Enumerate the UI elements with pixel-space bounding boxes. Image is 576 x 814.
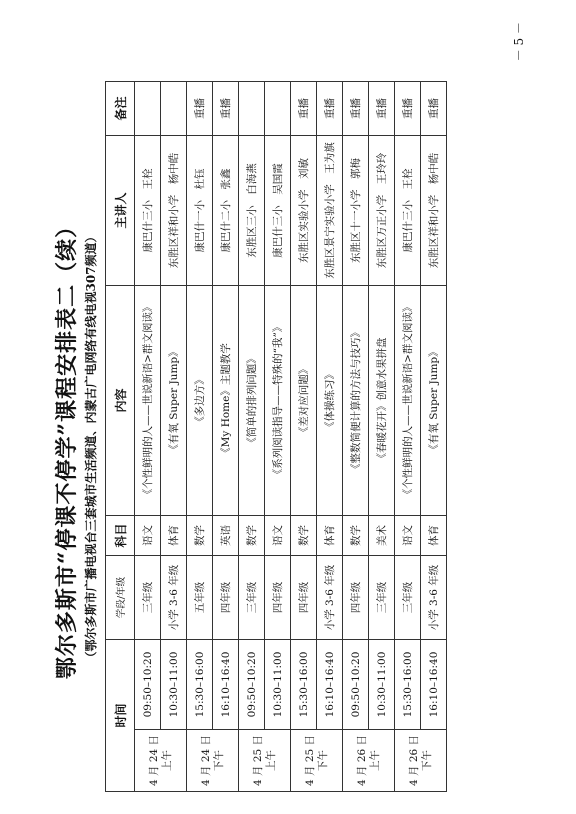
subject-cell: 语文 (395, 515, 421, 555)
time-cell: 15:30–16:00 (187, 639, 213, 729)
time-cell: 10:30–11:00 (265, 639, 291, 729)
header-content: 内容 (106, 285, 135, 515)
period-text: 上午 (160, 750, 173, 771)
content-cell: 《整数简便计算的方法与技巧》 (343, 285, 369, 515)
header-grade: 学段/年级 (106, 555, 135, 639)
note-cell: 重播 (343, 81, 369, 135)
content-cell: 《春暖花开》创意水果拼盘 (369, 285, 395, 515)
date-text: 4 月 26 日 (355, 734, 368, 787)
subject-cell: 美术 (369, 515, 395, 555)
header-note: 备注 (106, 81, 135, 135)
date-cell (395, 730, 447, 792)
speaker-cell: 东胜区十一小学 郭梅 (343, 135, 369, 285)
note-cell (135, 81, 161, 135)
date-cell (291, 730, 343, 792)
content-cell: 《体操练习》 (317, 285, 343, 515)
speaker-cell: 东胜区景宁实验小学 王为旗 (317, 135, 343, 285)
grade-cell: 四年级 (213, 555, 239, 639)
document-title: 鄂尔多斯市“停课不停学”课程安排表二（续） (54, 214, 80, 680)
date-text: 4 月 26 日 (407, 734, 420, 787)
grade-cell: 四年级 (265, 555, 291, 639)
period-text: 上午 (368, 750, 381, 771)
content-cell: 《差对应问题》 (291, 285, 317, 515)
period-text: 下午 (420, 750, 433, 771)
subject-cell: 数学 (239, 515, 265, 555)
grade-cell: 三年级 (369, 555, 395, 639)
document-subtitle: （鄂尔多斯市广播电视台三套城市生活频道、内蒙古广电网络有线电视307频道） (84, 230, 98, 664)
table-row (135, 81, 161, 791)
schedule-table (105, 81, 447, 792)
time-cell: 09:50–10:20 (343, 639, 369, 729)
rotated-page (50, 22, 570, 792)
speaker-cell: 康巴什三小 王栓 (395, 135, 421, 285)
note-cell: 重播 (187, 81, 213, 135)
note-cell: 重播 (421, 81, 447, 135)
table-row (187, 81, 213, 791)
date-cell (239, 730, 291, 792)
grade-cell: 四年级 (343, 555, 369, 639)
time-cell: 09:50–10:20 (239, 639, 265, 729)
content-cell: 《个性鲜明的人——世说新语>群文阅读》 (395, 285, 421, 515)
table-row (239, 81, 265, 791)
period-text: 下午 (212, 750, 225, 771)
note-cell (161, 81, 187, 135)
grade-cell: 小学 3-6 年级 (161, 555, 187, 639)
note-cell: 重播 (291, 81, 317, 135)
time-cell: 16:10–16:40 (213, 639, 239, 729)
header-subject: 科目 (106, 515, 135, 555)
date-text: 4 月 24 日 (147, 734, 160, 787)
speaker-cell: 康巴什三小 吴国霞 (265, 135, 291, 285)
speaker-cell: 东胜区实验小学 刘敏 (291, 135, 317, 285)
content-cell: 《个性鲜明的人——世说新语>群文阅读》 (135, 285, 161, 515)
speaker-cell: 康巴什二小 张鑫 (213, 135, 239, 285)
subject-cell: 数学 (343, 515, 369, 555)
note-cell: 重播 (395, 81, 421, 135)
content-cell: 《有氧 Super Jump》 (161, 285, 187, 515)
time-cell: 16:10–16:40 (421, 639, 447, 729)
date-text: 4 月 24 日 (199, 734, 212, 787)
note-cell (239, 81, 265, 135)
table-row (343, 81, 369, 791)
page-number: － 5 － (512, 22, 526, 62)
time-cell: 10:30–11:00 (161, 639, 187, 729)
table-row (265, 81, 291, 791)
note-cell: 重播 (317, 81, 343, 135)
table-row (395, 81, 421, 791)
content-cell: 《My Home》主题教学 (213, 285, 239, 515)
speaker-cell: 东胜区祥和小学 杨中皓 (421, 135, 447, 285)
content-cell: 《系列阅读指导——特殊的“我”》 (265, 285, 291, 515)
note-cell (265, 81, 291, 135)
content-cell: 《有氧 Super Jump》 (421, 285, 447, 515)
speaker-cell: 东胜区万正小学 王玲玲 (369, 135, 395, 285)
table-row (161, 81, 187, 791)
speaker-cell: 东胜区祥和小学 杨中皓 (161, 135, 187, 285)
time-cell: 15:30–16:00 (291, 639, 317, 729)
time-cell: 09:50–10:20 (135, 639, 161, 729)
grade-cell: 小学 3-6 年级 (421, 555, 447, 639)
grade-cell: 三年级 (395, 555, 421, 639)
table-row (421, 81, 447, 791)
speaker-cell: 康巴什三小 王栓 (135, 135, 161, 285)
table-body (135, 81, 447, 791)
date-text: 4 月 25 日 (303, 734, 316, 787)
content-cell: 《多边方》 (187, 285, 213, 515)
subject-cell: 语文 (135, 515, 161, 555)
subject-cell: 数学 (187, 515, 213, 555)
subject-cell: 体育 (421, 515, 447, 555)
note-cell: 重播 (369, 81, 395, 135)
grade-cell: 三年级 (239, 555, 265, 639)
date-cell (187, 730, 239, 792)
header-speaker: 主讲人 (106, 135, 135, 285)
time-cell: 16:10–16:40 (317, 639, 343, 729)
table-header-row (106, 81, 135, 791)
table-row (369, 81, 395, 791)
date-text: 4 月 25 日 (251, 734, 264, 787)
note-cell: 重播 (213, 81, 239, 135)
grade-cell: 三年级 (135, 555, 161, 639)
speaker-cell: 康巴什一小 杜钰 (187, 135, 213, 285)
subject-cell: 语文 (265, 515, 291, 555)
date-cell (135, 730, 187, 792)
table-row (291, 81, 317, 791)
subject-cell: 体育 (161, 515, 187, 555)
time-cell: 15:30–16:00 (395, 639, 421, 729)
date-cell (343, 730, 395, 792)
subject-cell: 数学 (291, 515, 317, 555)
table-row (213, 81, 239, 791)
grade-cell: 五年级 (187, 555, 213, 639)
subject-cell: 体育 (317, 515, 343, 555)
table-row (317, 81, 343, 791)
speaker-cell: 东胜区三小 白海燕 (239, 135, 265, 285)
period-text: 上午 (264, 750, 277, 771)
period-text: 下午 (316, 750, 329, 771)
grade-cell: 小学 3-6 年级 (317, 555, 343, 639)
subject-cell: 英语 (213, 515, 239, 555)
grade-cell: 四年级 (291, 555, 317, 639)
content-cell: 《简单的排列问题》 (239, 285, 265, 515)
time-cell: 10:30–11:00 (369, 639, 395, 729)
header-time: 时间 (106, 639, 135, 791)
